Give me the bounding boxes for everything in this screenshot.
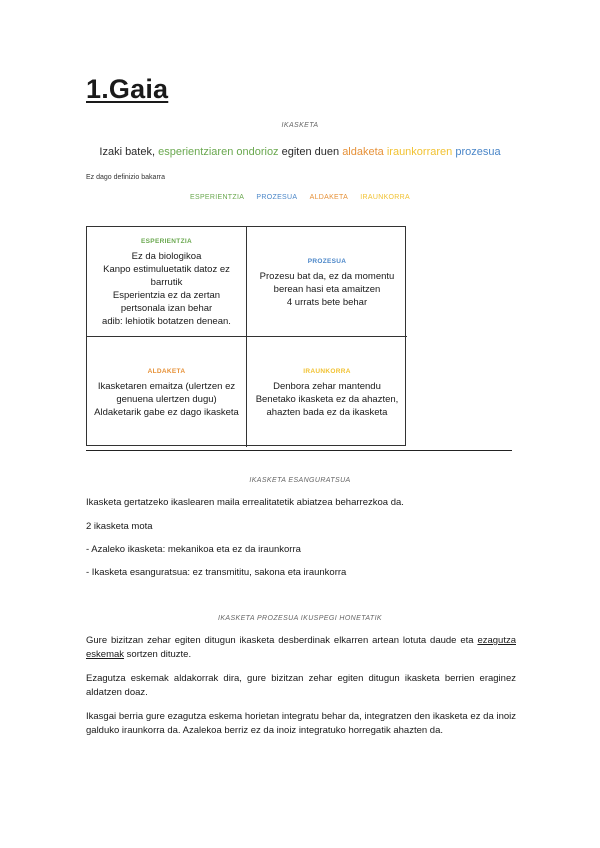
paragraph: Ikasgai berria gure ezagutza eskema horietan integratu behar da, integratzen den ikasketa ez da inoiz galduko iraunkorra da. Azalekoa berriz ez da inoiz integratuko horregatik ahazten da. xyxy=(86,711,516,736)
paragraph: Ikasketa gertatzeko ikaslearen maila errealitatetik abiatzea beharrezkoa da. xyxy=(86,497,404,508)
cell-line: Ez da biologikoa xyxy=(131,251,202,262)
cell-prozesua xyxy=(247,227,407,337)
paragraph: Gure bizitzan zehar egiten ditugun ikasketa desberdinak elkarren artean lotuta daude eta ezagutza eskemak sortzen dituzte. xyxy=(86,635,516,660)
cell-iraunkorra xyxy=(247,337,407,447)
section-label-prozesua: IKASKETA PROZESUA IKUSPEGI HONETATIK xyxy=(217,615,383,622)
paragraph: Ezagutza eskemak aldakorrak dira, gure bizitzan zehar egiten ditugun ikasketa berrien eraginez aldatzen doaz. xyxy=(86,673,516,698)
concept-legend xyxy=(0,194,600,201)
definition-part: egiten duen xyxy=(278,146,343,158)
definition-aldaketa: aldaketa xyxy=(342,146,384,158)
cell-heading: ALDAKETA xyxy=(147,368,186,375)
list-item: - Ikasketa esanguratsua: ez transmititu, sakona eta iraunkorra xyxy=(86,567,347,578)
definition-sentence xyxy=(0,146,600,158)
legend-prozesua: PROZESUA xyxy=(256,194,298,201)
section-label-ikasketa: IKASKETA xyxy=(281,122,319,129)
cell-esperientzia xyxy=(87,227,247,337)
legend-esperientzia: ESPERIENTZIA xyxy=(190,194,245,201)
cell-heading: ESPERIENTZIA xyxy=(141,238,192,245)
cell-line: Prozesu bat da, ez da momentu berean hasi eta amaitzen xyxy=(259,270,395,295)
definition-iraunkorra: iraunkorraren xyxy=(386,146,453,158)
definition-part: Izaki batek, xyxy=(99,146,159,158)
definition-esperientzia: esperientziaren ondorioz xyxy=(158,146,279,158)
cell-line: Aldaketarik gabe ez dago ikasketa xyxy=(94,407,239,418)
underlined-term: ezagutza eskemak xyxy=(86,635,516,660)
section-divider xyxy=(86,450,512,451)
list-item: - Azaleko ikasketa: mekanikoa eta ez da iraunkorra xyxy=(86,544,301,555)
cell-line: Denbora zehar mantendu xyxy=(273,381,381,392)
cell-line: adib: lehiotik botatzen denean. xyxy=(102,316,231,327)
paragraph: 2 ikasketa mota xyxy=(86,521,153,532)
concept-grid xyxy=(86,226,406,446)
definition-note: Ez dago definizio bakarra xyxy=(86,174,165,181)
cell-line: 4 urrats bete behar xyxy=(286,296,368,308)
page-title: 1.Gaia xyxy=(86,74,169,104)
section-label-esanguratsua: IKASKETA ESANGURATSUA xyxy=(249,477,351,484)
definition-prozesua: prozesua xyxy=(455,146,501,158)
cell-line: Ikasketaren emaitza (ulertzen ez genuena ulertzen dugu) xyxy=(97,381,236,405)
legend-iraunkorra: IRAUNKORRA xyxy=(360,194,410,201)
cell-aldaketa xyxy=(87,337,247,447)
cell-heading: IRAUNKORRA xyxy=(303,368,351,375)
legend-aldaketa: ALDAKETA xyxy=(309,194,349,201)
cell-heading: PROZESUA xyxy=(307,257,347,265)
cell-line: Benetako ikasketa ez da ahazten, ahazten bada ez da ikasketa xyxy=(255,394,399,418)
cell-line: Kanpo estimuluetatik datoz ez barrutik xyxy=(103,264,230,288)
cell-line: Esperientzia ez da zertan pertsonala izan behar xyxy=(112,290,221,314)
